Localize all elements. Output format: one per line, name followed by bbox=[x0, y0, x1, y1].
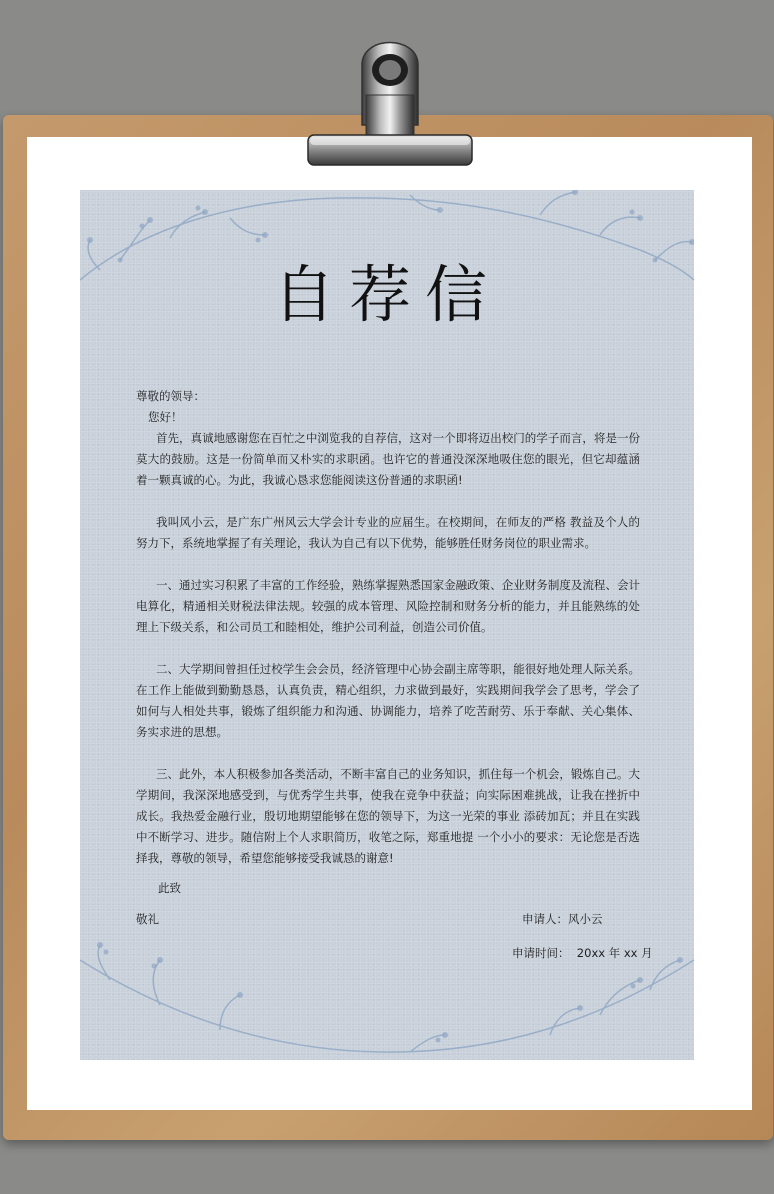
paragraph-three: 三、此外，本人积极参加各类活动，不断丰富自己的业务知识，抓住每一个机会，锻炼自己。大学期间，我深深地感受到，与优秀学生共事，使我在竞争中获益；向实际困难挑战，让我在挫折中 成长。我热爱金融行业，殷切地期望能够在您的领导下，为这一光荣的事业 添砖加瓦；并且在实践中不断学习、进步。随信附上个人求职简历，收笔之际，郑重地提 一个小小的要求：无论您是否选择我，尊敬的领导，希望您能够接受我诚恳的谢意! bbox=[136, 767, 640, 865]
application-date: 申请时间： 20xx 年 xx 月 bbox=[512, 946, 653, 960]
paragraph-two: 二、大学期间曾担任过校学生会会员，经济管理中心协会副主席等职，能很好地处理人际关系。在工作上能做到勤勤恳恳，认真负责，精心组织，力求做到最好，实践期间我学会了思考，学会了如何与人相处共事，锻炼了组织能力和沟通、协调能力，培养了吃苦耐劳、乐于奉献、关心集体、务实求进的思想。 bbox=[136, 662, 640, 739]
greeting: 您好！ bbox=[148, 410, 183, 424]
salutation: 尊敬的领导： bbox=[136, 389, 205, 403]
letter-title: 自荐信 bbox=[272, 258, 501, 331]
letter-body bbox=[136, 386, 640, 869]
paragraph-self: 我叫风小云，是广东广州风云大学会计专业的应届生。在校期间，在师友的严格 教益及个人的努力下，系统地掌握了有关理论，我认为自己有以下优势，能够胜任财务岗位的职业需求。 bbox=[136, 515, 640, 550]
letterhead-paper bbox=[80, 190, 694, 1060]
paragraph-one: 一、通过实习积累了丰富的工作经验，熟练掌握熟悉国家金融政策、企业财务制度及流程、会计电算化，精通相关财税法律法规。较强的成本管理、风险控制和财务分析的能力，并且能熟练的处理上下级关系，和公司员工和睦相处，维护公司利益，创造公司价值。 bbox=[136, 578, 640, 634]
branch-decoration-icon bbox=[80, 940, 694, 1060]
paragraph-intro: 首先，真诚地感谢您在百忙之中浏览我的自荐信，这对一个即将迈出校门的学子而言，将是一份莫大的鼓励。这是一份简单而又朴实的求职函。也许它的普通没深深地吸住您的眼光，但它却蕴涵着一颗真诚的心。为此，我诚心恳求您能阅读这份普通的求职函! bbox=[136, 431, 640, 487]
binder-clip-icon bbox=[300, 25, 480, 175]
closing-zhizhi: 此致 bbox=[158, 881, 181, 895]
applicant-name: 申请人：风小云 bbox=[522, 912, 603, 926]
closing-jingli: 敬礼 bbox=[136, 912, 159, 926]
